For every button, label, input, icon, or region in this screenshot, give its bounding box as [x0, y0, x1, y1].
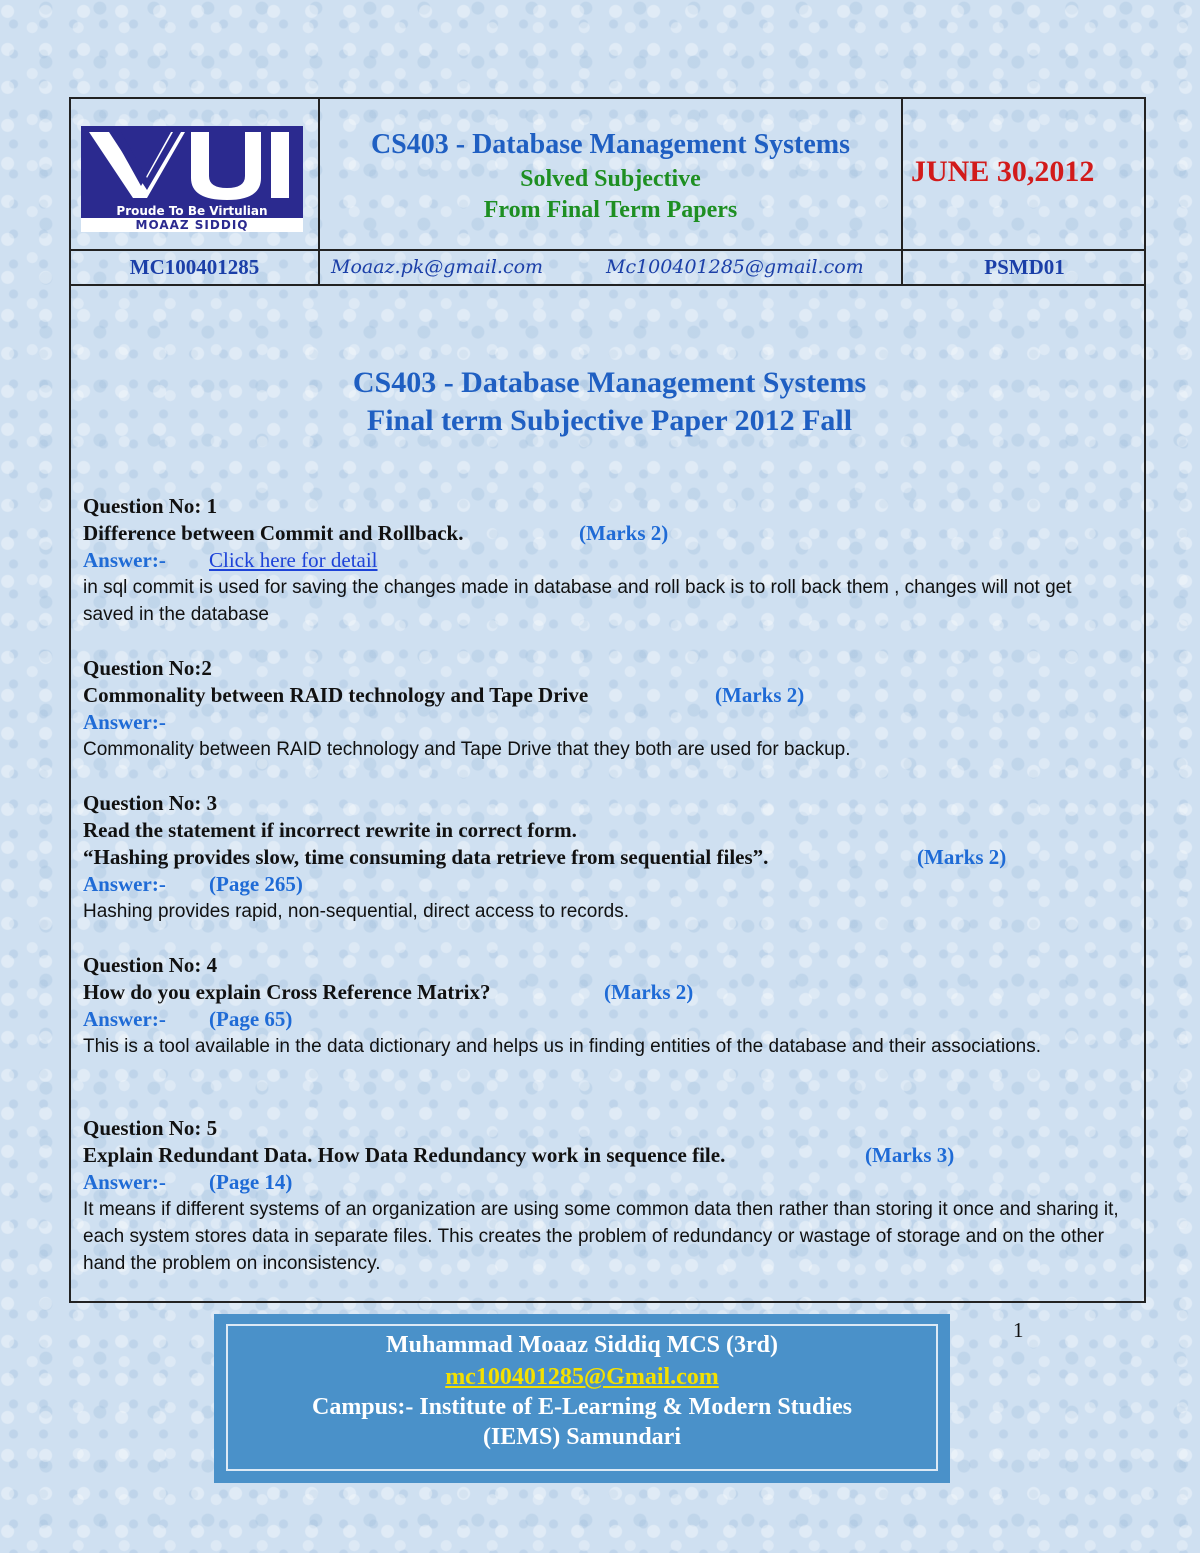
student-id: MC100401285	[129, 255, 260, 279]
question-number: Question No: 5	[83, 1116, 218, 1140]
date-cell	[903, 99, 1146, 247]
course-subtitle-2: From Final Term Papers	[483, 197, 738, 223]
paper-title: CS403 - Database Management Systems	[352, 366, 867, 399]
question-marks: (Marks 2)	[579, 521, 669, 545]
question-number: Question No:2	[83, 656, 212, 680]
question-text: Commonality between RAID technology and Tape Drive	[83, 683, 589, 707]
question-statement: “Hashing provides slow, time consuming data retrieve from sequential files”.	[83, 845, 769, 869]
answer-label: Answer:-	[83, 1007, 166, 1031]
answer-label: Answer:-	[83, 710, 166, 734]
question-text: Read the statement if incorrect rewrite in correct form.	[83, 818, 577, 842]
logo-mark	[81, 126, 303, 204]
document-frame	[69, 97, 1146, 1303]
course-subtitle: Solved Subjective	[520, 166, 701, 192]
question-text: Explain Redundant Data. How Data Redundancy work in sequence file.	[83, 1143, 726, 1167]
author-email-link[interactable]: mc100401285@Gmail.com	[445, 1364, 719, 1390]
campus-line: Campus:- Institute of E-Learning & Modern Studies	[311, 1394, 853, 1420]
question-marks: (Marks 2)	[917, 845, 1007, 869]
question-text: How do you explain Cross Reference Matrix?	[83, 980, 491, 1004]
answer-label: Answer:-	[83, 1170, 166, 1194]
answer-text: Hashing provides rapid, non-sequential, direct access to records.	[83, 901, 630, 922]
answer-label: Answer:-	[83, 548, 166, 572]
question-marks: (Marks 2)	[715, 683, 805, 707]
doc-code: PSMD01	[984, 255, 1065, 279]
question-number: Question No: 3	[83, 791, 218, 815]
answer-text: This is a tool available in the data dictionary and helps us in finding entities of the database and their associations.	[83, 1036, 1041, 1057]
vu-letters-icon	[81, 126, 303, 204]
email-primary[interactable]: Moaaz.pk@gmail.com	[331, 256, 544, 278]
question-3	[83, 790, 1123, 925]
logo-author: MOAAZ SIDDIQ	[135, 218, 249, 232]
detail-link[interactable]: Click here for detail	[209, 548, 378, 572]
course-title: CS403 - Database Management Systems	[370, 129, 851, 160]
paper-subtitle: Final term Subjective Paper 2012 Fall	[366, 404, 853, 437]
logo-tagline: Proude To Be Virtulian	[81, 204, 303, 218]
answer-text: It means if different systems of an organization are using some common data then rather than storing it once and sharing it, each system stores data in separate files. This creates the problem of redundancy or wastage of storage and on the other hand the problem on inconsistency.	[83, 1199, 1119, 1274]
title-cell	[320, 99, 901, 247]
page-number: 1	[1013, 1318, 1024, 1342]
answer-text: in sql commit is used for saving the changes made in database and roll back is to roll back them , changes will not get saved in the database	[83, 577, 1072, 625]
question-marks: (Marks 3)	[865, 1143, 955, 1167]
question-1	[83, 493, 1123, 628]
vu-logo	[81, 126, 303, 232]
email-secondary[interactable]: Mc100401285@gmail.com	[606, 256, 864, 278]
question-text: Difference between Commit and Rollback.	[83, 521, 464, 545]
footer-inner	[226, 1324, 938, 1471]
answer-label: Answer:-	[83, 872, 166, 896]
page-reference: (Page 65)	[209, 1007, 293, 1031]
answer-text: Commonality between RAID technology and Tape Drive that they both are used for backup.	[83, 739, 851, 760]
question-4	[83, 952, 1123, 1060]
question-2	[83, 655, 1123, 763]
question-marks: (Marks 2)	[604, 980, 694, 1004]
footer-box	[214, 1314, 950, 1483]
page-reference: (Page 14)	[209, 1170, 293, 1194]
author-name: Muhammad Moaaz Siddiq MCS (3rd)	[385, 1332, 779, 1358]
question-number: Question No: 4	[83, 953, 218, 977]
page-reference: (Page 265)	[209, 872, 303, 896]
question-number: Question No: 1	[83, 494, 218, 518]
date-label: JUNE 30,2012	[911, 155, 1095, 188]
logo-cell	[71, 99, 318, 247]
campus-city: (IEMS) Samundari	[482, 1424, 682, 1450]
question-5	[83, 1115, 1123, 1277]
